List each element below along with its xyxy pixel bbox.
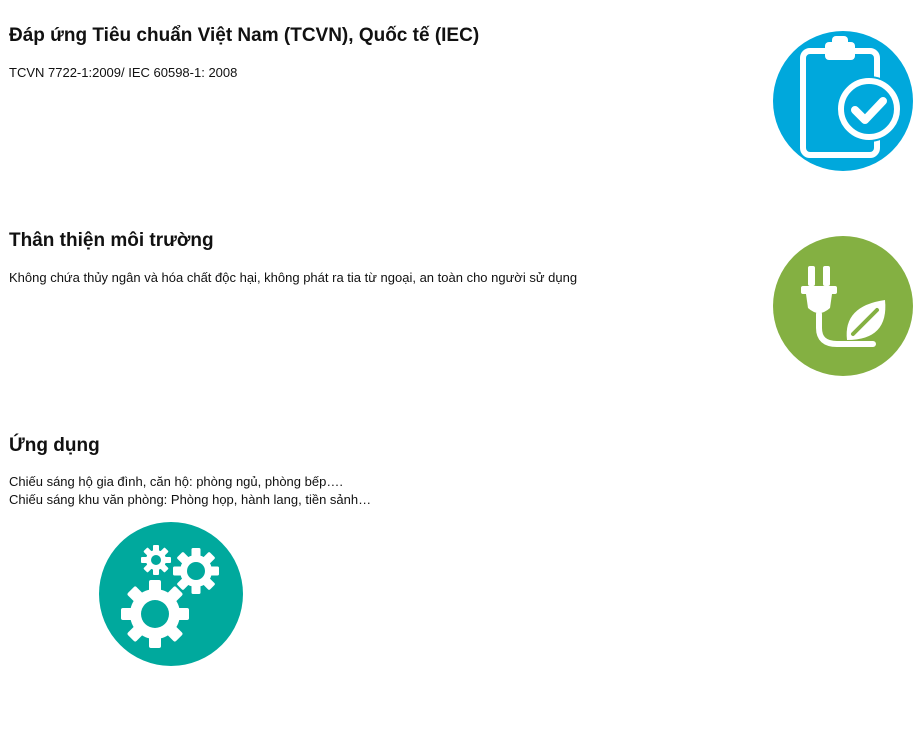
feature-description-line: Không chứa thủy ngân và hóa chất độc hại, không phát ra tia từ ngoại, an toàn cho người sử dụng (9, 270, 578, 285)
eco-plug-icon (773, 236, 913, 376)
gears-icon (99, 522, 243, 666)
feature-standards (9, 24, 479, 82)
feature-eco-friendly (9, 229, 577, 287)
feature-description (9, 64, 479, 82)
feature-applications (9, 434, 371, 509)
clipboard-check-icon (773, 31, 913, 171)
feature-description-line: Chiếu sáng hộ gia đình, căn hộ: phòng ngủ, phòng bếp…. (9, 474, 343, 489)
feature-description (9, 473, 371, 509)
feature-description-line: TCVN 7722-1:2009/ IEC 60598-1: 2008 (9, 65, 238, 80)
feature-description (9, 269, 577, 287)
feature-description-line: Chiếu sáng khu văn phòng: Phòng họp, hành lang, tiền sảnh… (9, 492, 372, 507)
feature-title: Thân thiện môi trường (9, 230, 214, 251)
feature-title: Ứng dụng (9, 435, 100, 456)
feature-title: Đáp ứng Tiêu chuẩn Việt Nam (TCVN), Quốc tế (IEC) (9, 25, 480, 46)
